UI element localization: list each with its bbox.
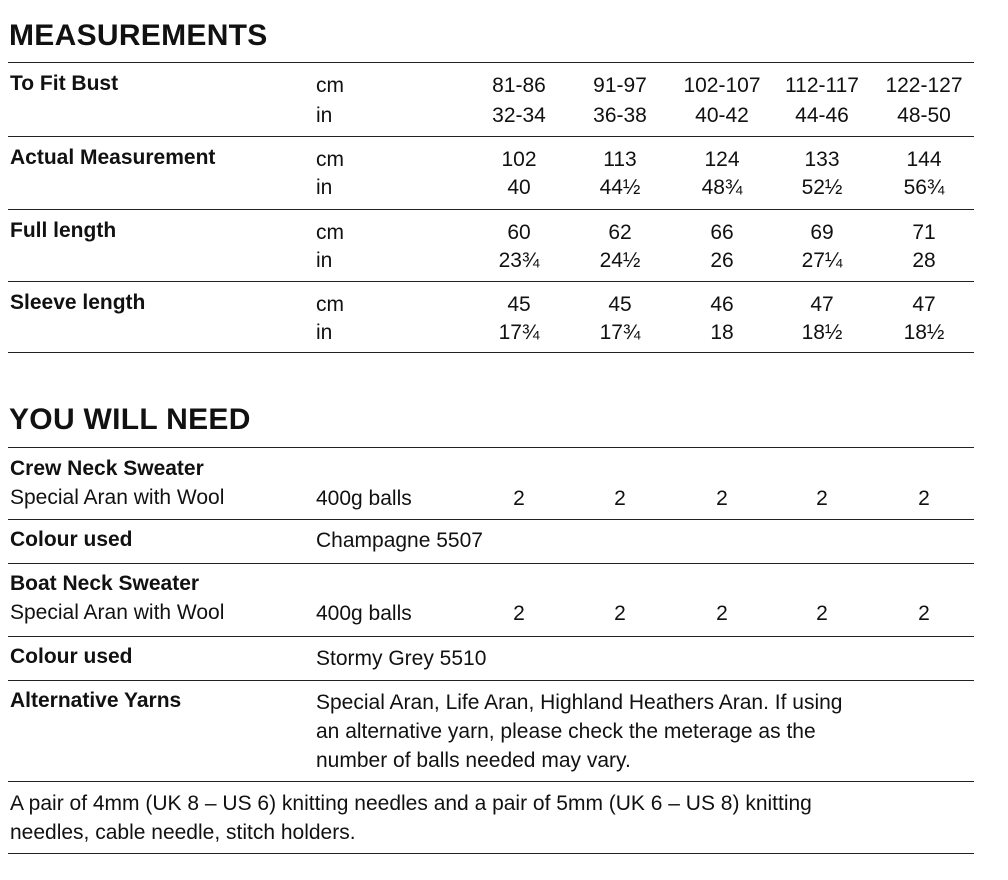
colour-label: Colour used xyxy=(10,645,133,668)
divider xyxy=(8,209,974,210)
value-in: 56¾ xyxy=(903,176,945,199)
ball-count: 2 xyxy=(513,602,525,625)
value-in: 44-46 xyxy=(795,104,849,127)
unit-in: in xyxy=(316,104,333,127)
ball-count: 2 xyxy=(614,487,626,510)
needles-line: needles, cable needle, stitch holders. xyxy=(10,821,356,844)
value-in: 17¾ xyxy=(599,321,641,344)
value-cm: 66 xyxy=(710,221,734,244)
value-cm: 47 xyxy=(912,293,936,316)
value-cm: 46 xyxy=(710,293,734,316)
unit-in: in xyxy=(316,321,333,344)
value-cm: 102-107 xyxy=(683,74,761,97)
value-cm: 122-127 xyxy=(885,74,963,97)
divider xyxy=(8,281,974,282)
value-in: 26 xyxy=(710,249,734,272)
value-in: 28 xyxy=(912,249,936,272)
value-cm: 47 xyxy=(810,293,834,316)
value-cm: 112-117 xyxy=(785,74,859,97)
unit-cm: cm xyxy=(316,221,344,244)
value-in: 23¾ xyxy=(498,249,540,272)
value-in: 40-42 xyxy=(695,104,749,127)
value-cm: 124 xyxy=(704,148,740,171)
value-cm: 45 xyxy=(507,293,531,316)
value-cm: 71 xyxy=(912,221,936,244)
value-cm: 81-86 xyxy=(492,74,546,97)
divider xyxy=(8,519,974,520)
value-in: 27¼ xyxy=(801,249,843,272)
value-cm: 69 xyxy=(810,221,834,244)
value-in: 48¾ xyxy=(701,176,743,199)
ball-count: 2 xyxy=(918,602,930,625)
value-cm: 113 xyxy=(603,148,637,171)
divider xyxy=(8,636,974,637)
value-cm: 45 xyxy=(608,293,632,316)
row-label: To Fit Bust xyxy=(10,72,119,95)
row-label: Sleeve length xyxy=(10,291,146,314)
ball-count: 2 xyxy=(614,602,626,625)
unit-cm: cm xyxy=(316,74,344,97)
divider xyxy=(8,563,974,564)
yarn-name: Special Aran with Wool xyxy=(10,601,225,624)
colour-value: Stormy Grey 5510 xyxy=(316,647,487,670)
value-cm: 60 xyxy=(507,221,531,244)
divider xyxy=(8,62,974,63)
value-in: 48-50 xyxy=(897,104,951,127)
value-cm: 91-97 xyxy=(593,74,647,97)
divider xyxy=(8,352,974,353)
value-in: 17¾ xyxy=(498,321,540,344)
you-will-need-heading: YOU WILL NEED xyxy=(9,403,251,436)
unit-in: in xyxy=(316,176,333,199)
value-in: 24½ xyxy=(599,249,641,272)
yarn-name: Special Aran with Wool xyxy=(10,486,225,509)
colour-value: Champagne 5507 xyxy=(316,529,483,552)
row-label: Actual Measurement xyxy=(10,146,216,169)
needles-line: A pair of 4mm (UK 8 – US 6) knitting needles and a pair of 5mm (UK 6 – US 8) knitting xyxy=(10,792,812,815)
ball-count: 2 xyxy=(918,487,930,510)
value-in: 18½ xyxy=(903,321,945,344)
ball-count: 2 xyxy=(513,487,525,510)
row-label: Full length xyxy=(10,219,117,242)
alternative-yarns-line: an alternative yarn, please check the meterage as the xyxy=(316,720,816,743)
unit-cm: cm xyxy=(316,148,344,171)
value-cm: 144 xyxy=(906,148,942,171)
alternative-yarns-line: number of balls needed may vary. xyxy=(316,749,631,772)
ball-unit: 400g balls xyxy=(316,487,412,510)
boat-neck-title: Boat Neck Sweater xyxy=(10,572,200,595)
divider xyxy=(8,781,974,782)
unit-in: in xyxy=(316,249,333,272)
unit-cm: cm xyxy=(316,293,344,316)
value-cm: 62 xyxy=(608,221,632,244)
ball-unit: 400g balls xyxy=(316,602,412,625)
divider xyxy=(8,853,974,854)
value-in: 18 xyxy=(710,321,734,344)
colour-label: Colour used xyxy=(10,528,133,551)
divider xyxy=(8,680,974,681)
value-in: 44½ xyxy=(599,176,641,199)
value-in: 32-34 xyxy=(492,104,546,127)
value-in: 18½ xyxy=(801,321,843,344)
alternative-yarns-line: Special Aran, Life Aran, Highland Heathers Aran. If using xyxy=(316,691,843,714)
ball-count: 2 xyxy=(816,602,828,625)
measurements-heading: MEASUREMENTS xyxy=(9,19,268,52)
divider xyxy=(8,136,974,137)
value-in: 40 xyxy=(507,176,531,199)
crew-neck-title: Crew Neck Sweater xyxy=(10,457,204,480)
value-cm: 102 xyxy=(501,148,537,171)
alternative-yarns-label: Alternative Yarns xyxy=(10,689,182,712)
ball-count: 2 xyxy=(816,487,828,510)
value-cm: 133 xyxy=(804,148,840,171)
value-in: 52½ xyxy=(801,176,843,199)
divider xyxy=(8,447,974,448)
value-in: 36-38 xyxy=(593,104,647,127)
ball-count: 2 xyxy=(716,602,728,625)
ball-count: 2 xyxy=(716,487,728,510)
